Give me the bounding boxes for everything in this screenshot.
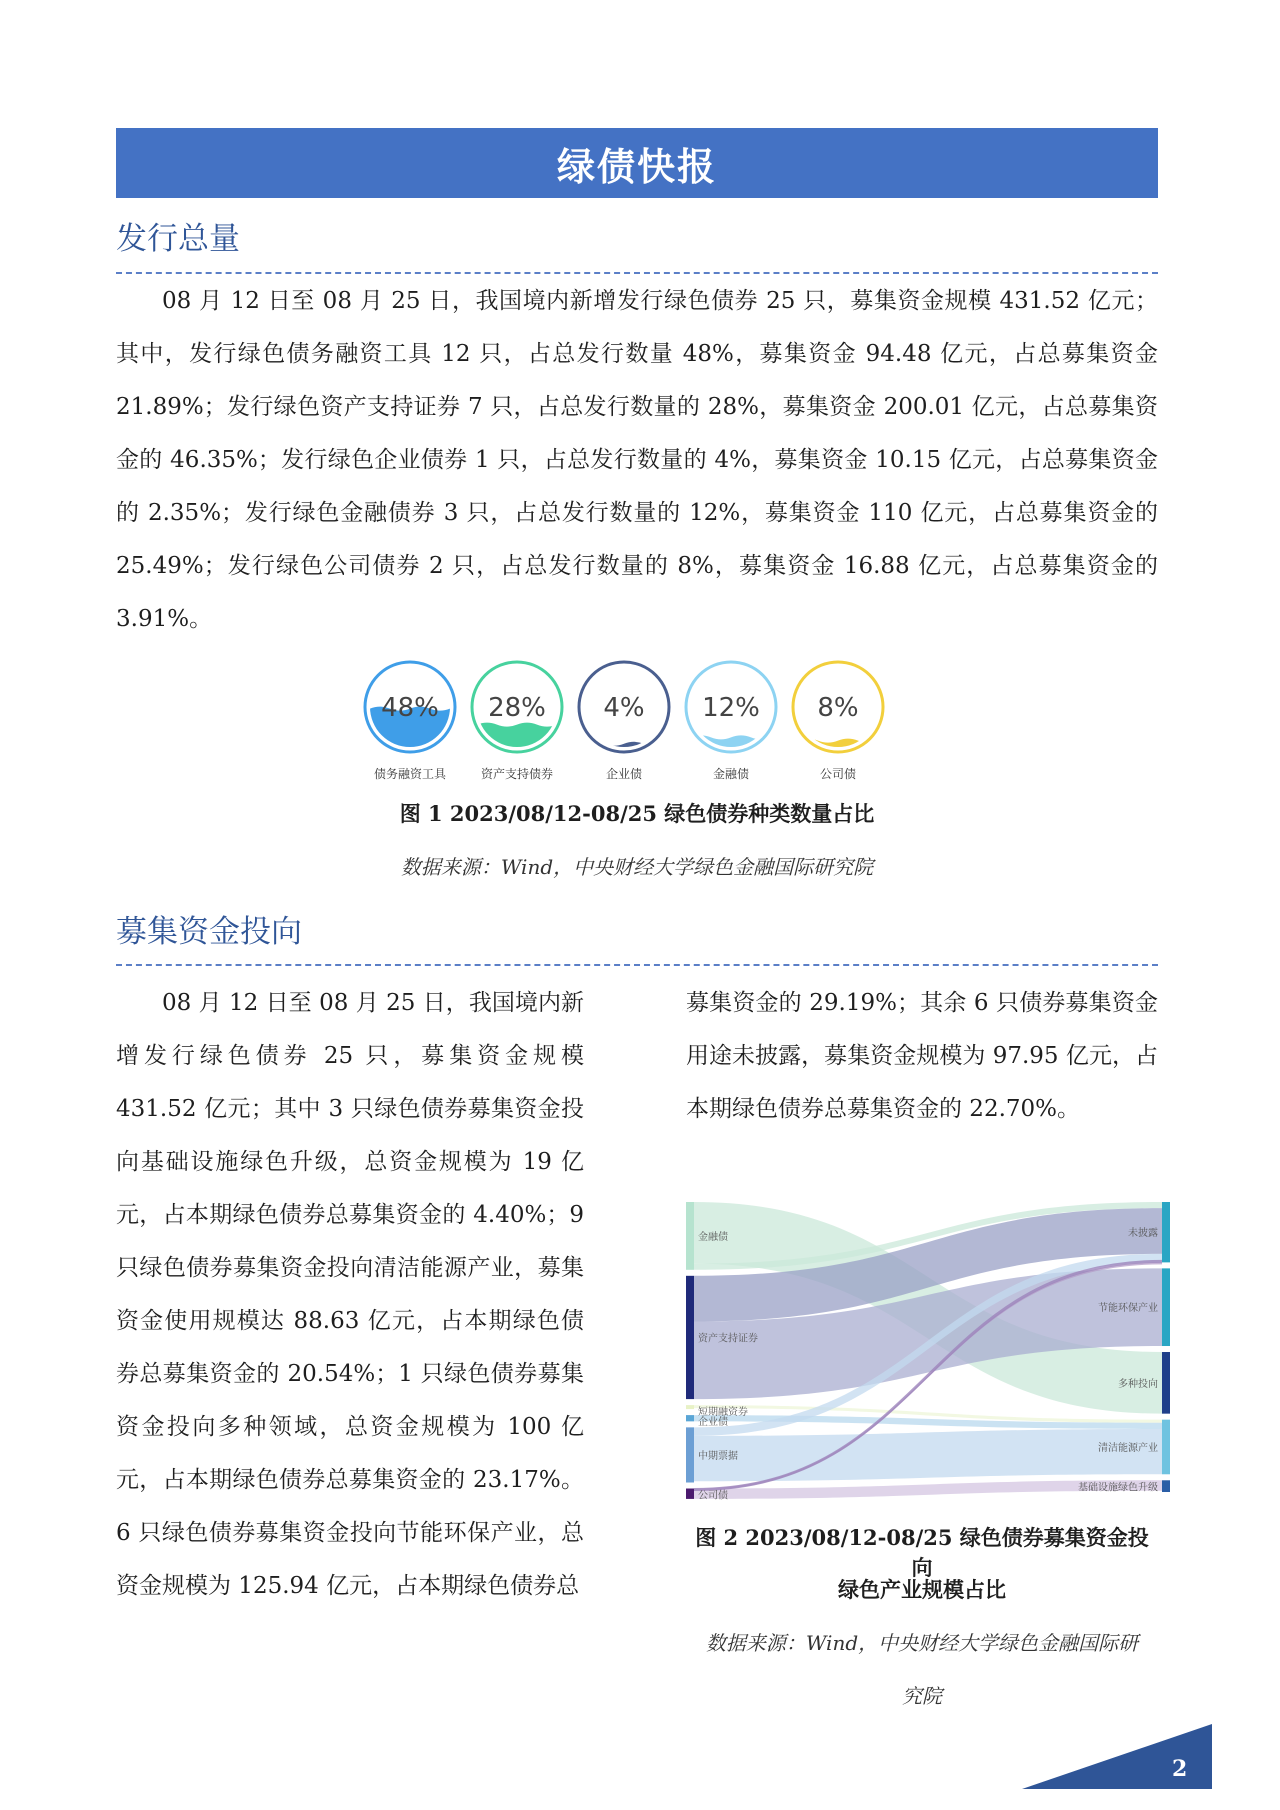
sankey-source-label: 企业债 — [698, 1417, 728, 1429]
sankey-source-node — [686, 1415, 694, 1421]
gauge-value: 8% — [817, 693, 859, 723]
sankey-source-node — [686, 1427, 694, 1482]
gauge-fill — [477, 723, 557, 752]
issuance-text: 08 月 12 日至 08 月 25 日，我国境内新增发行绿色债券 25 只，募集资金规模 431.52 亿元；其中，发行绿色债务融资工具 12 只，占总发行数量 48%，募集资金 94.48 亿元，占总募集资金 21.89%；发行绿色资产支持证券 7 只，占总发行数量的 28%，募集资金 200.01 亿元，占总募集资金的 46.35%；发行绿色企业债券 1 只，占总发行数量的 4%，募集资金 10.15 亿元，占总募集资金的 2.35%；发行绿色金融债券 3 只，占总发行数量的 12%，募集资金 110 亿元，占总募集资金的 25.49%；发行绿色公司债券 2 只，占总发行数量的 8%，募集资金 16.88 亿元，占总募集资金的 3.91%。 — [116, 288, 1158, 632]
section-title-issuance: 发行总量 — [116, 221, 240, 257]
banner-title: 绿债快报 — [556, 144, 717, 189]
sankey-target-node — [1162, 1352, 1170, 1414]
fund-use-text-left: 08 月 12 日至 08 月 25 日，我国境内新增发行绿色债券 25 只，募集资金规模 431.52 亿元；其中 3 只绿色债券募集资金投向基础设施绿色升级，总资金规模为 19 亿元，占本期绿色债券总募集资金的 4.40%；9 只绿色债券募集资金投向清洁能源产业，募集资金使用规模达 88.63 亿元，占本期绿色债券总募集资金的 20.54%；1 只绿色债券募集资金投向多种领域，总资金规模为 100 亿元，占本期绿色债券总募集资金的 23.17%。6 只绿色债券募集资金投向节能环保产业，总资金规模为 125.94 亿元，占本期绿色债券总 — [116, 990, 584, 1599]
gauge-label: 公司债 — [819, 767, 857, 781]
figure1-source: 数据来源：Wind，中央财经大学绿色金融国际研究院 — [400, 855, 874, 879]
figure2-source-line1: 数据来源：Wind，中央财经大学绿色金融国际研 — [705, 1631, 1139, 1655]
sankey-target-label: 未披露 — [1128, 1228, 1158, 1240]
section-title-fund-use: 募集资金投向 — [116, 914, 302, 950]
gauge-value: 4% — [603, 693, 645, 723]
section-divider — [116, 964, 1158, 966]
sankey-target-node — [1162, 1480, 1170, 1492]
sankey-target-node — [1162, 1202, 1170, 1262]
sankey-source-node — [686, 1405, 694, 1409]
gauge-3 — [579, 662, 669, 781]
sankey-source-label: 短期融资券 — [698, 1407, 748, 1419]
gauge-4 — [686, 662, 776, 781]
sankey-target-label: 清洁能源产业 — [1098, 1442, 1158, 1454]
page-banner — [116, 128, 1158, 198]
sankey-target-node — [1162, 1268, 1170, 1346]
sankey-source-node — [686, 1276, 694, 1399]
page-number: 2 — [1172, 1756, 1188, 1782]
sankey-source-label: 资产支持证券 — [698, 1333, 758, 1345]
gauge-1 — [365, 662, 455, 781]
sankey-source-node — [686, 1489, 694, 1499]
fund-use-paragraph-left — [116, 977, 584, 1613]
gauge-5 — [793, 662, 883, 781]
sankey-flows — [694, 1202, 1162, 1499]
gauge-2 — [472, 662, 562, 781]
gauge-label: 资产支持债券 — [480, 767, 554, 781]
gauge-value: 12% — [702, 693, 760, 723]
figure2-caption-line2: 绿色产业规模占比 — [838, 1577, 1006, 1602]
issuance-paragraph — [116, 275, 1158, 646]
sankey-target-label: 节能环保产业 — [1098, 1303, 1158, 1315]
gauge-label: 企业债 — [605, 767, 643, 781]
gauge-value: 28% — [488, 693, 546, 723]
section-divider — [116, 272, 1158, 274]
sankey-target-label: 基础设施绿色升级 — [1078, 1482, 1158, 1494]
sankey-source-label: 公司债 — [698, 1490, 728, 1500]
figure2-source-line2: 究院 — [902, 1684, 942, 1708]
page-number-badge — [1022, 1724, 1212, 1789]
sankey-source-node — [686, 1202, 694, 1270]
fund-use-paragraph-right — [686, 977, 1158, 1136]
sankey-target-node — [1162, 1420, 1170, 1475]
figure1-caption: 图 1 2023/08/12-08/25 绿色债券种类数量占比 — [399, 801, 875, 826]
sankey-target-label: 多种投向 — [1118, 1378, 1158, 1390]
sankey-source-label: 中期票据 — [698, 1450, 738, 1462]
gauge-fill-group — [477, 723, 557, 752]
gauge-label: 债务融资工具 — [373, 767, 447, 781]
figure2-caption-line1: 图 2 2023/08/12-08/25 绿色债券募集资金投向 — [695, 1525, 1149, 1580]
gauge-value: 48% — [381, 693, 439, 723]
gauge-label: 金融债 — [712, 767, 750, 781]
sankey-flow — [694, 1429, 1162, 1481]
bond-type-gauge-chart — [360, 652, 920, 782]
fund-use-sankey-chart — [686, 1200, 1171, 1500]
sankey-source-label: 金融债 — [698, 1231, 728, 1243]
fund-use-text-right: 募集资金的 29.19%；其余 6 只债券募集资金用途未披露，募集资金规模为 97.95 亿元，占本期绿色债券总募集资金的 22.70%。 — [686, 990, 1158, 1122]
